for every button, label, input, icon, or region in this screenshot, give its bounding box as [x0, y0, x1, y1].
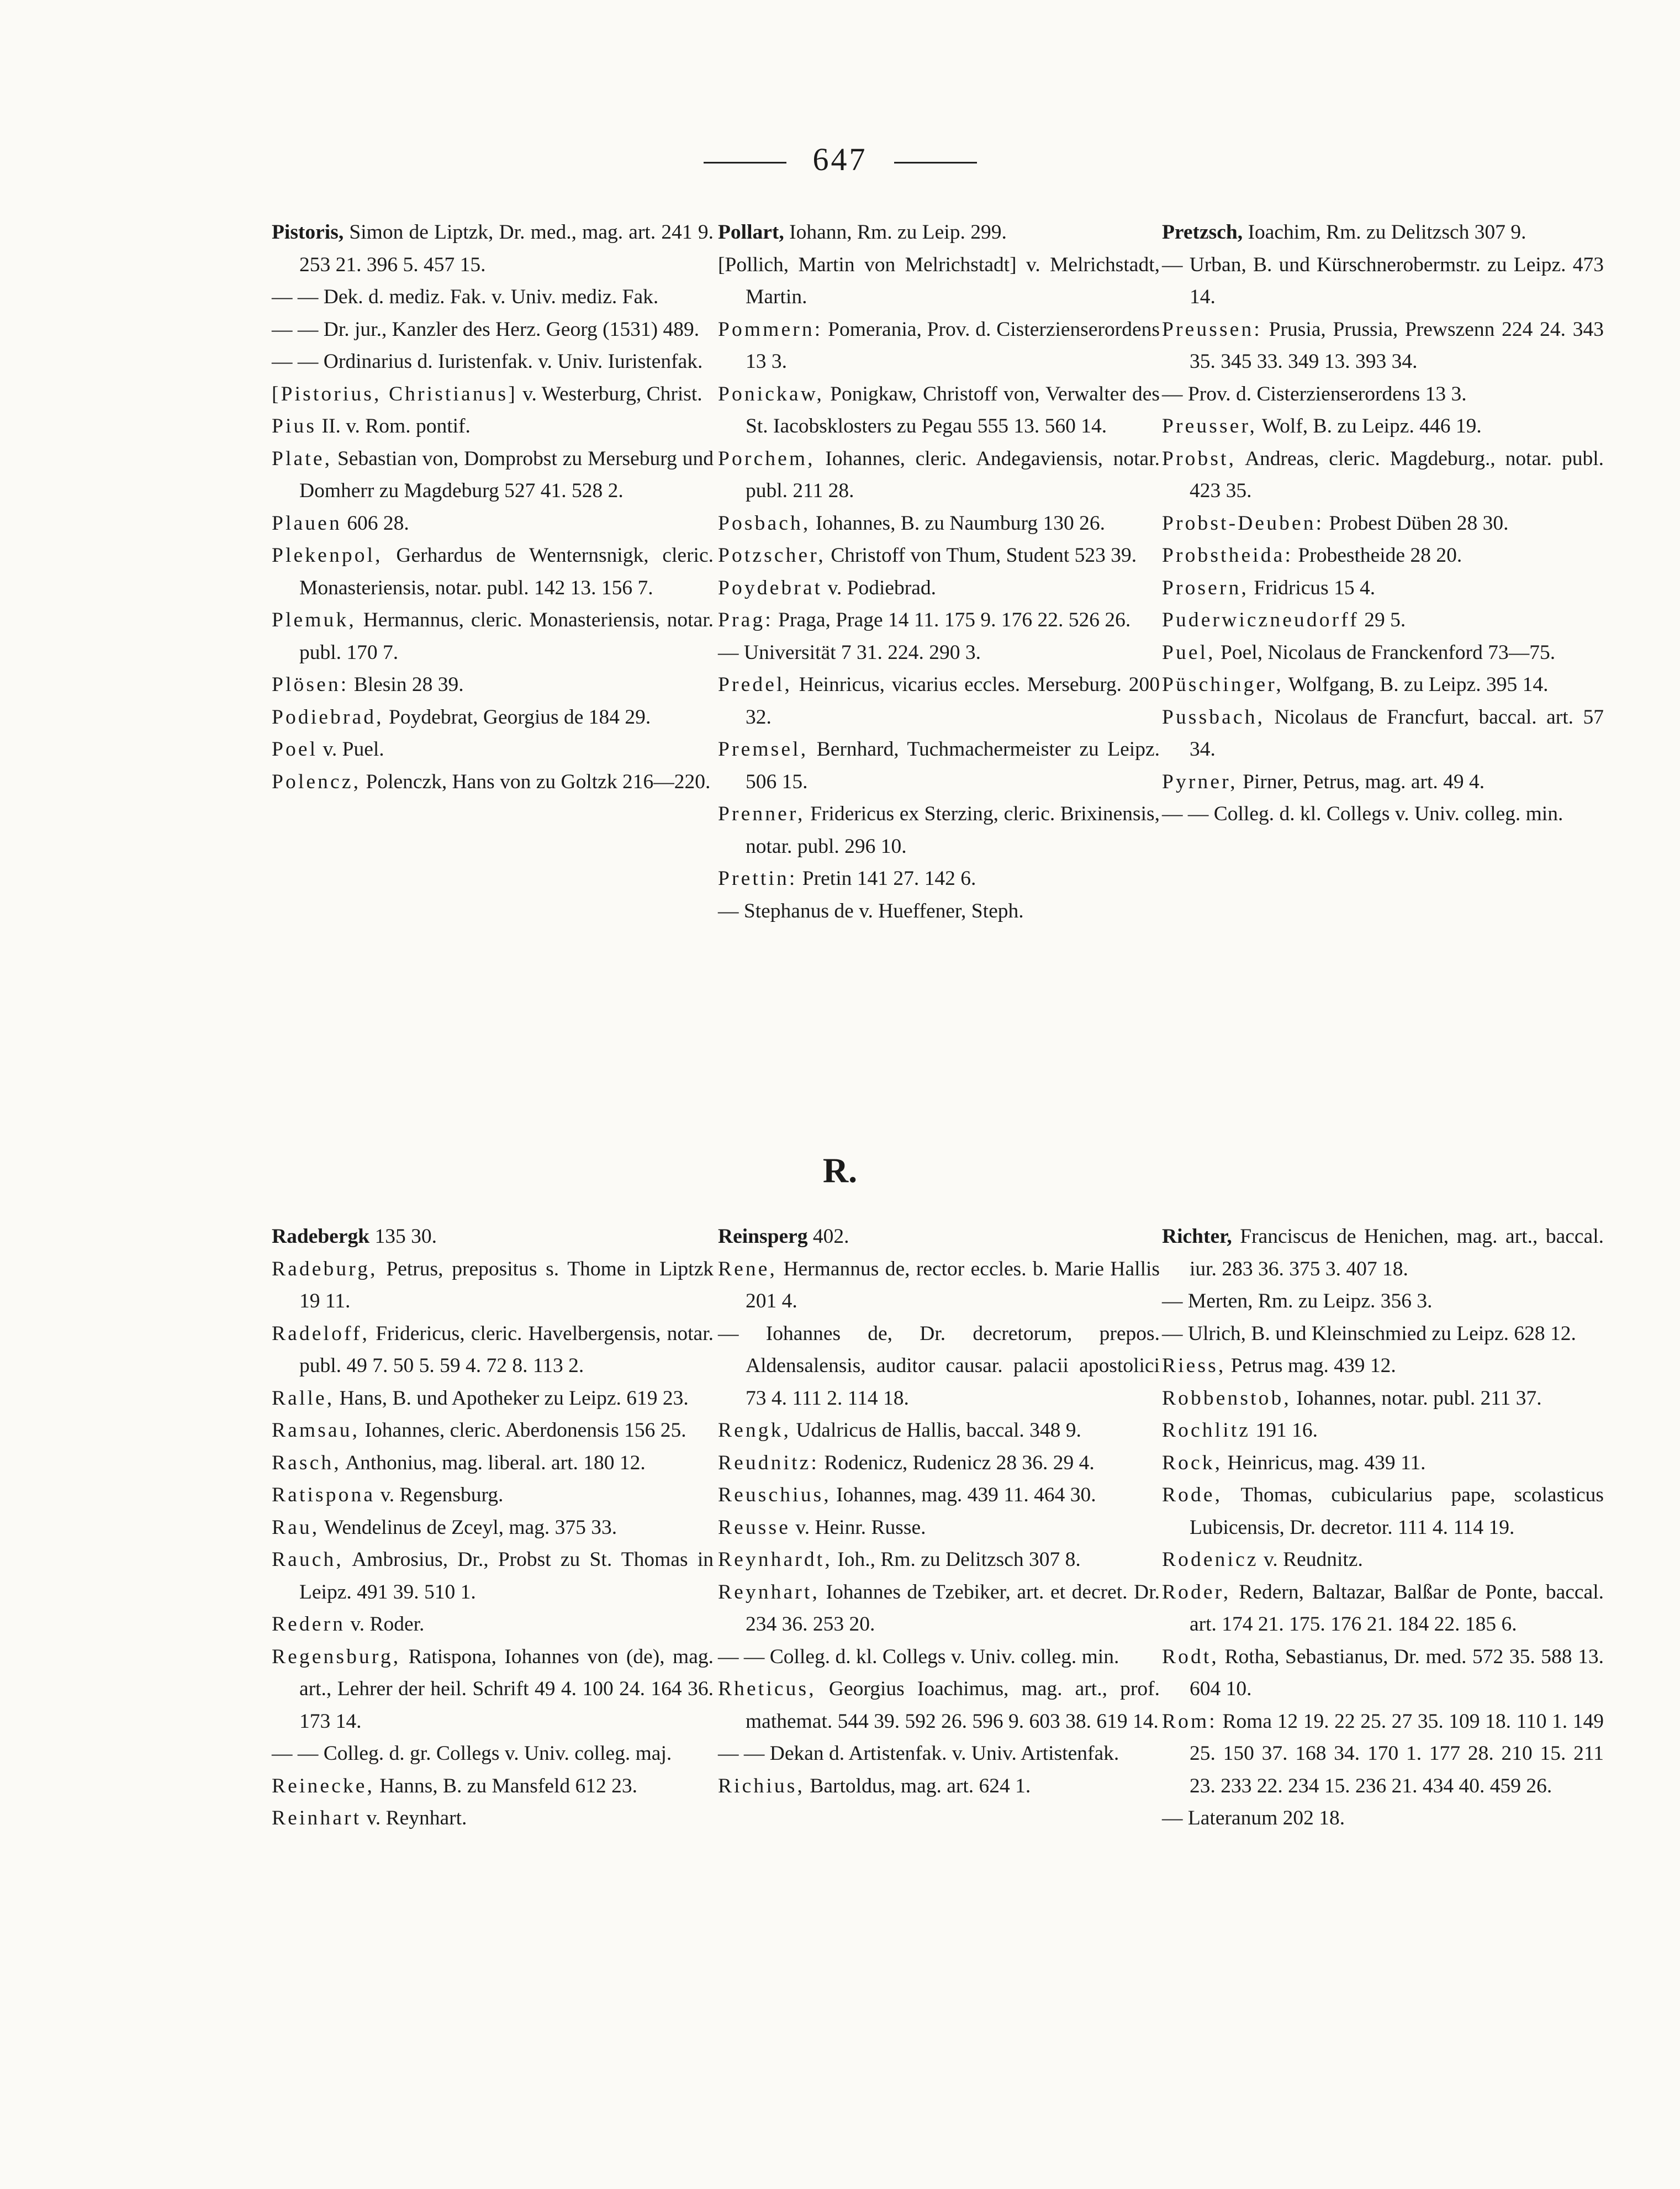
entry-text: Hermannus, cleric. Monasteriensis, notar. publ. 170 7. — [299, 609, 714, 664]
entry-headword: Prettin: — [718, 867, 797, 890]
index-entry — [718, 1415, 1160, 1447]
entry-text: 402. — [807, 1225, 849, 1248]
entry-headword: Plate, — [272, 447, 332, 470]
entry-text: Rotha, Sebastianus, Dr. med. 572 35. 588 13. 604 10. — [1190, 1645, 1604, 1700]
index-entry — [272, 1318, 714, 1383]
entry-headword: Predel, — [718, 673, 793, 696]
entry-text: 606 28. — [341, 511, 409, 535]
entry-text: v. Westerburg, Christ. — [517, 382, 702, 405]
entry-text: Rodenicz, Rudenicz 28 36. 29 4. — [818, 1451, 1095, 1474]
entry-text: — Prov. d. Cisterzienserordens 13 3. — [1162, 382, 1467, 405]
entry-headword: Radebergk — [272, 1225, 370, 1248]
entry-text: Hermannus de, rector eccles. b. Marie Hallis 201 4. — [746, 1257, 1160, 1312]
entry-text: Fridericus ex Sterzing, cleric. Brixinensis, notar. publ. 296 10. — [746, 803, 1160, 858]
index-entry — [1162, 701, 1604, 766]
index-entry — [718, 1253, 1160, 1318]
entry-headword: Reudnitz: — [718, 1451, 819, 1474]
entry-text: Wolf, B. zu Leipz. 446 19. — [1257, 415, 1482, 437]
index-entry — [718, 1673, 1160, 1738]
index-entry — [718, 604, 1160, 637]
entry-text: Poel, Nicolaus de Franckenford 73—75. — [1215, 641, 1556, 664]
entry-text: Petrus mag. 439 12. — [1225, 1354, 1396, 1377]
entry-headword: Poel — [272, 738, 318, 761]
entry-headword: Reynhart, — [718, 1580, 820, 1603]
entry-text: v. Podiebrad. — [822, 576, 937, 599]
index-entry — [718, 217, 1160, 249]
entry-headword: Porchem, — [718, 447, 815, 470]
index-entry — [1162, 1706, 1604, 1803]
entry-headword: Plösen: — [272, 673, 349, 696]
entry-text: Redern, Baltazar, Balßar de Ponte, baccal. art. 174 21. 175. 176 21. 184 22. 185 6. — [1190, 1580, 1604, 1636]
entry-headword: Radeburg, — [272, 1257, 378, 1280]
entry-text: Ratispona, Iohannes von (de), mag. art., Lehrer der heil. Schrift 49 4. 100 24. 164 36. 173 14. — [299, 1645, 714, 1733]
entry-headword: Posbach, — [718, 511, 811, 535]
entry-text: — Urban, B. und Kürschnerobermstr. zu Leipz. 473 14. — [1162, 253, 1604, 308]
entry-headword: Prag: — [718, 609, 773, 631]
entry-text: Probestheide 28 20. — [1292, 544, 1462, 567]
entry-text: Ioh., Rm. zu Delitzsch 307 8. — [832, 1548, 1081, 1571]
entry-text: Polenczk, Hans von zu Goltzk 216—220. — [361, 770, 711, 793]
entry-text: Christoff von Thum, Student 523 39. — [825, 544, 1137, 567]
entry-headword: Radeloff, — [272, 1322, 370, 1345]
index-entry — [1162, 637, 1604, 669]
index-entry — [1162, 217, 1604, 249]
index-entry — [718, 378, 1160, 443]
index-entry — [272, 508, 714, 540]
index-entry — [718, 1544, 1160, 1576]
section-letter: R. — [822, 1151, 858, 1190]
entry-text: Iohannes, cleric. Aberdonensis 156 25. — [360, 1419, 686, 1442]
entry-text: — Stephanus de v. Hueffener, Steph. — [718, 899, 1024, 922]
entry-text: Heinricus, vicarius eccles. Merseburg. 200 32. — [746, 673, 1160, 729]
index-entry — [718, 1512, 1160, 1544]
index-entry — [1162, 410, 1604, 443]
index-entry — [1162, 1544, 1604, 1576]
index-column-top-1 — [272, 217, 714, 798]
entry-headword: Poydebrat — [718, 576, 823, 599]
entry-headword: Regensburg, — [272, 1645, 401, 1668]
index-entry — [272, 734, 714, 766]
entry-text: — — Dekan d. Artistenfak. v. Univ. Artistenfak. — [718, 1742, 1119, 1765]
index-entry — [272, 604, 714, 669]
entry-headword: Probst, — [1162, 447, 1237, 470]
entry-headword: Rengk, — [718, 1419, 791, 1442]
entry-text: Hans, B. und Apotheker zu Leipz. 619 23. — [334, 1386, 689, 1410]
entry-text: Andreas, cleric. Magdeburg., notar. publ. 423 35. — [1190, 447, 1604, 502]
entry-headword: Puderwiczneudorff — [1162, 609, 1359, 631]
entry-headword: Pius — [272, 415, 317, 437]
index-entry — [272, 378, 714, 411]
index-entry — [718, 637, 1160, 669]
index-entry — [1162, 249, 1604, 314]
index-entry — [272, 1770, 714, 1803]
index-entry — [1162, 1221, 1604, 1285]
index-entry — [718, 1221, 1160, 1253]
entry-headword: Plemuk, — [272, 609, 356, 631]
entry-headword: Probstheida: — [1162, 544, 1293, 567]
index-entry — [718, 1318, 1160, 1415]
entry-headword: Pommern: — [718, 318, 823, 341]
index-entry — [272, 540, 714, 604]
index-column-bottom-2 — [718, 1221, 1160, 1802]
header-rule-left — [704, 162, 786, 163]
entry-headword: Reinsperg — [718, 1225, 808, 1248]
entry-headword: Püschinger, — [1162, 673, 1283, 696]
index-entry — [718, 314, 1160, 378]
index-entry — [718, 508, 1160, 540]
entry-text: Anthonius, mag. liberal. art. 180 12. — [341, 1451, 646, 1474]
header-rule-right — [894, 162, 977, 163]
index-entry — [1162, 508, 1604, 540]
index-entry — [1162, 1383, 1604, 1415]
index-entry — [718, 1770, 1160, 1803]
entry-text: Nicolaus de Francfurt, baccal. art. 57 34. — [1190, 705, 1604, 761]
index-entry — [272, 766, 714, 799]
index-entry — [1162, 314, 1604, 378]
index-entry — [1162, 1415, 1604, 1447]
entry-headword: Ratispona — [272, 1484, 376, 1506]
entry-headword: Rode, — [1162, 1484, 1223, 1506]
entry-text: Fridericus, cleric. Havelbergensis, notar. publ. 49 7. 50 5. 59 4. 72 8. 113 2. — [299, 1322, 714, 1377]
entry-headword: Pollart, — [718, 221, 784, 244]
entry-headword: Rasch, — [272, 1451, 341, 1474]
index-entry — [272, 410, 714, 443]
entry-headword: Rau, — [272, 1516, 320, 1539]
entry-headword: Redern — [272, 1613, 346, 1636]
entry-text: Pirner, Petrus, mag. art. 49 4. — [1237, 770, 1485, 793]
entry-headword: Reusse — [718, 1516, 790, 1539]
entry-headword: Plauen — [272, 511, 342, 535]
index-entry — [1162, 1802, 1604, 1835]
index-entry — [1162, 1350, 1604, 1383]
entry-headword: Roder, — [1162, 1580, 1231, 1603]
entry-text: — — Dek. d. mediz. Fak. v. Univ. mediz. Fak. — [272, 286, 659, 308]
index-entry — [272, 346, 714, 378]
entry-text: Poydebrat, Georgius de 184 29. — [383, 705, 651, 729]
index-entry — [1162, 798, 1604, 831]
entry-text: Iohannes de Tzebiker, art. et decret. Dr. 234 36. 253 20. — [746, 1580, 1160, 1636]
index-entry — [272, 701, 714, 734]
entry-text: Fridricus 15 4. — [1248, 576, 1376, 599]
entry-headword: Plekenpol, — [272, 544, 383, 567]
index-column-bottom-1 — [272, 1221, 714, 1835]
entry-text: Iohannes, mag. 439 11. 464 30. — [831, 1484, 1096, 1506]
entry-headword: Reinhart — [272, 1807, 362, 1829]
entry-headword: Ralle, — [272, 1386, 335, 1410]
index-entry — [272, 281, 714, 314]
entry-text: v. Reudnitz. — [1258, 1548, 1363, 1571]
index-entry — [1162, 1318, 1604, 1351]
entry-headword: Robbenstob, — [1162, 1386, 1291, 1410]
index-entry — [718, 895, 1160, 928]
index-entry — [272, 669, 714, 701]
entry-headword: [Pistorius, Christianus] — [272, 382, 517, 405]
entry-text: Roma 12 19. 22 25. 27 35. 109 18. 110 1. 149 25. 150 37. 168 34. 170 1. 177 28. 210 15. 211 23. 233 22. 234 15. 236 21. 434 40. 459 26. — [1190, 1710, 1604, 1797]
entry-headword: Rene, — [718, 1257, 778, 1280]
index-entry — [272, 1608, 714, 1641]
index-entry — [718, 798, 1160, 863]
entry-text: Praga, Prage 14 11. 175 9. 176 22. 526 26. — [773, 609, 1131, 631]
entry-text: Heinricus, mag. 439 11. — [1222, 1451, 1426, 1474]
entry-text: — — Colleg. d. kl. Collegs v. Univ. colleg. min. — [718, 1645, 1119, 1668]
index-entry — [718, 540, 1160, 572]
entry-text: — Lateranum 202 18. — [1162, 1807, 1345, 1829]
entry-text: — Universität 7 31. 224. 290 3. — [718, 641, 981, 664]
index-entry — [1162, 1479, 1604, 1544]
entry-headword: Rock, — [1162, 1451, 1223, 1474]
index-column-top-3 — [1162, 217, 1604, 831]
index-entry — [272, 1641, 714, 1738]
entry-text: Wolfgang, B. zu Leipz. 395 14. — [1283, 673, 1549, 696]
entry-text: Ambrosius, Dr., Probst zu St. Thomas in Leipz. 491 39. 510 1. — [299, 1548, 714, 1603]
index-entry — [718, 249, 1160, 314]
entry-text: Simon de Liptzk, Dr. med., mag. art. 241 9. 253 21. 396 5. 457 15. — [299, 221, 714, 276]
entry-headword: Rodenicz — [1162, 1548, 1259, 1571]
entry-text: — Merten, Rm. zu Leipz. 356 3. — [1162, 1290, 1433, 1312]
index-entry — [272, 1544, 714, 1608]
entry-headword: Richter, — [1162, 1225, 1232, 1248]
entry-headword: Rom: — [1162, 1710, 1217, 1733]
index-entry — [1162, 540, 1604, 572]
entry-text: Sebastian von, Domprobst zu Merseburg und Domherr zu Magdeburg 527 41. 528 2. — [299, 447, 714, 502]
index-entry — [272, 314, 714, 346]
entry-headword: Podiebrad, — [272, 705, 384, 729]
entry-headword: Potzscher, — [718, 544, 826, 567]
entry-text: Thomas, cubicularius pape, scolasticus Lubicensis, Dr. decretor. 111 4. 114 19. — [1190, 1484, 1604, 1539]
entry-text: v. Puel. — [318, 738, 384, 761]
index-entry — [718, 443, 1160, 508]
index-entry — [272, 1802, 714, 1835]
index-column-bottom-3 — [1162, 1221, 1604, 1835]
entry-headword: Pistoris, — [272, 221, 344, 244]
entry-headword: Rauch, — [272, 1548, 344, 1571]
entry-text: Iohannes, notar. publ. 211 37. — [1291, 1386, 1542, 1410]
entry-text: Blesin 28 39. — [348, 673, 464, 696]
entry-headword: Richius, — [718, 1774, 805, 1797]
entry-text: Franciscus de Henichen, mag. art., baccal. iur. 283 36. 375 3. 407 18. — [1190, 1225, 1604, 1280]
index-entry — [272, 1415, 714, 1447]
index-entry — [718, 863, 1160, 895]
entry-text: — — Ordinarius d. Iuristenfak. v. Univ. Iuristenfak. — [272, 350, 703, 373]
entry-headword: Pyrner, — [1162, 770, 1238, 793]
entry-text: — Ulrich, B. und Kleinschmied zu Leipz. 628 12. — [1162, 1322, 1576, 1345]
index-entry — [272, 1738, 714, 1770]
entry-headword: Rochlitz — [1162, 1419, 1251, 1442]
entry-text: v. Heinr. Russe. — [790, 1516, 926, 1539]
index-entry — [718, 1576, 1160, 1641]
entry-text: Iohannes, B. zu Naumburg 130 26. — [810, 511, 1105, 535]
index-entry — [718, 669, 1160, 734]
index-entry — [272, 1479, 714, 1512]
entry-headword: Reuschius, — [718, 1484, 831, 1506]
index-entry — [1162, 1641, 1604, 1706]
entry-text: Pretin 141 27. 142 6. — [797, 867, 976, 890]
entry-text: — — Colleg. d. gr. Collegs v. Univ. colleg. maj. — [272, 1742, 672, 1765]
entry-text: Petrus, prepositus s. Thome in Liptzk 19 11. — [299, 1257, 714, 1312]
index-entry — [272, 1512, 714, 1544]
page-header — [0, 141, 1680, 178]
entry-headword: Preusser, — [1162, 415, 1258, 437]
page-number: 647 — [812, 141, 868, 177]
entry-headword: Probst-Deuben: — [1162, 511, 1324, 535]
entry-text: Hanns, B. zu Mansfeld 612 23. — [374, 1774, 637, 1797]
entry-text: II. v. Rom. pontif. — [316, 415, 471, 437]
entry-headword: Preussen: — [1162, 318, 1262, 341]
entry-headword: Premsel, — [718, 738, 809, 761]
index-entry — [272, 217, 714, 281]
index-entry — [272, 1221, 714, 1253]
index-entry — [272, 1383, 714, 1415]
entry-text: Iohannes, cleric. Andegaviensis, notar. publ. 211 28. — [746, 447, 1160, 502]
entry-text: Udalricus de Hallis, baccal. 348 9. — [791, 1419, 1081, 1442]
index-entry — [1162, 1447, 1604, 1480]
index-entry — [1162, 1285, 1604, 1318]
entry-text: — — Dr. jur., Kanzler des Herz. Georg (1531) 489. — [272, 318, 700, 341]
entry-text: Wendelinus de Zceyl, mag. 375 33. — [319, 1516, 617, 1539]
entry-text: Bernhard, Tuchmachermeister zu Leipz. 506 15. — [746, 738, 1160, 793]
index-entry — [718, 1641, 1160, 1674]
entry-text: Ioachim, Rm. zu Delitzsch 307 9. — [1243, 221, 1526, 244]
index-entry — [272, 1253, 714, 1318]
index-entry — [1162, 443, 1604, 508]
index-entry — [272, 443, 714, 508]
entry-text: Iohann, Rm. zu Leip. 299. — [784, 221, 1007, 244]
index-entry — [718, 734, 1160, 798]
entry-text: v. Regensburg. — [375, 1484, 504, 1506]
index-entry — [1162, 669, 1604, 701]
entry-text: 135 30. — [369, 1225, 437, 1248]
index-entry — [718, 1447, 1160, 1480]
index-column-top-2 — [718, 217, 1160, 927]
entry-text: Gerhardus de Wenternsnigk, cleric. Monasteriensis, notar. publ. 142 13. 156 7. — [299, 544, 714, 599]
index-entry — [1162, 572, 1604, 605]
index-entry — [718, 1738, 1160, 1770]
entry-headword: Pussbach, — [1162, 705, 1265, 729]
entry-headword: Rodt, — [1162, 1645, 1219, 1668]
entry-text: Pomerania, Prov. d. Cisterzienserordens 13 3. — [746, 318, 1160, 373]
index-entry — [718, 572, 1160, 605]
entry-headword: Reinecke, — [272, 1774, 375, 1797]
index-entry — [272, 1447, 714, 1480]
entry-headword: Riess, — [1162, 1354, 1226, 1377]
entry-text: v. Reynhart. — [361, 1807, 467, 1829]
index-entry — [1162, 604, 1604, 637]
entry-text: 191 16. — [1250, 1419, 1318, 1442]
index-entry — [1162, 1576, 1604, 1641]
entry-headword: Prosern, — [1162, 576, 1249, 599]
entry-text: Georgius Ioachimus, mag. art., prof. mathemat. 544 39. 592 26. 596 9. 603 38. 619 14. — [746, 1678, 1160, 1733]
entry-text: — Iohannes de, Dr. decretorum, prepos. Aldensalensis, auditor causar. palacii apostolici 73 4. 111 2. 114 18. — [718, 1322, 1160, 1410]
index-entry — [1162, 766, 1604, 799]
entry-text: v. Roder. — [345, 1613, 425, 1636]
entry-headword: Polencz, — [272, 770, 361, 793]
entry-headword: Reynhardt, — [718, 1548, 832, 1571]
entry-text: — — Colleg. d. kl. Collegs v. Univ. colleg. min. — [1162, 803, 1563, 825]
entry-headword: Pretzsch, — [1162, 221, 1243, 244]
entry-text: [Pollich, Martin von Melrichstadt] v. Melrichstadt, Martin. — [718, 253, 1160, 308]
entry-text: Bartoldus, mag. art. 624 1. — [804, 1774, 1031, 1797]
entry-headword: Puel, — [1162, 641, 1216, 664]
entry-headword: Rheticus, — [718, 1678, 816, 1700]
entry-text: 29 5. — [1359, 609, 1406, 631]
entry-text: Ponigkaw, Christoff von, Verwalter des St. Iacobsklosters zu Pegau 555 13. 560 14. — [746, 382, 1160, 437]
entry-text: Prusia, Prussia, Prewszenn 224 24. 343 35. 345 33. 349 13. 393 34. — [1190, 318, 1604, 373]
entry-headword: Ramsau, — [272, 1419, 360, 1442]
index-entry — [718, 1479, 1160, 1512]
entry-headword: Prenner, — [718, 803, 805, 825]
entry-text: Probest Düben 28 30. — [1324, 511, 1509, 535]
index-entry — [1162, 378, 1604, 411]
entry-headword: Ponickaw, — [718, 382, 824, 405]
